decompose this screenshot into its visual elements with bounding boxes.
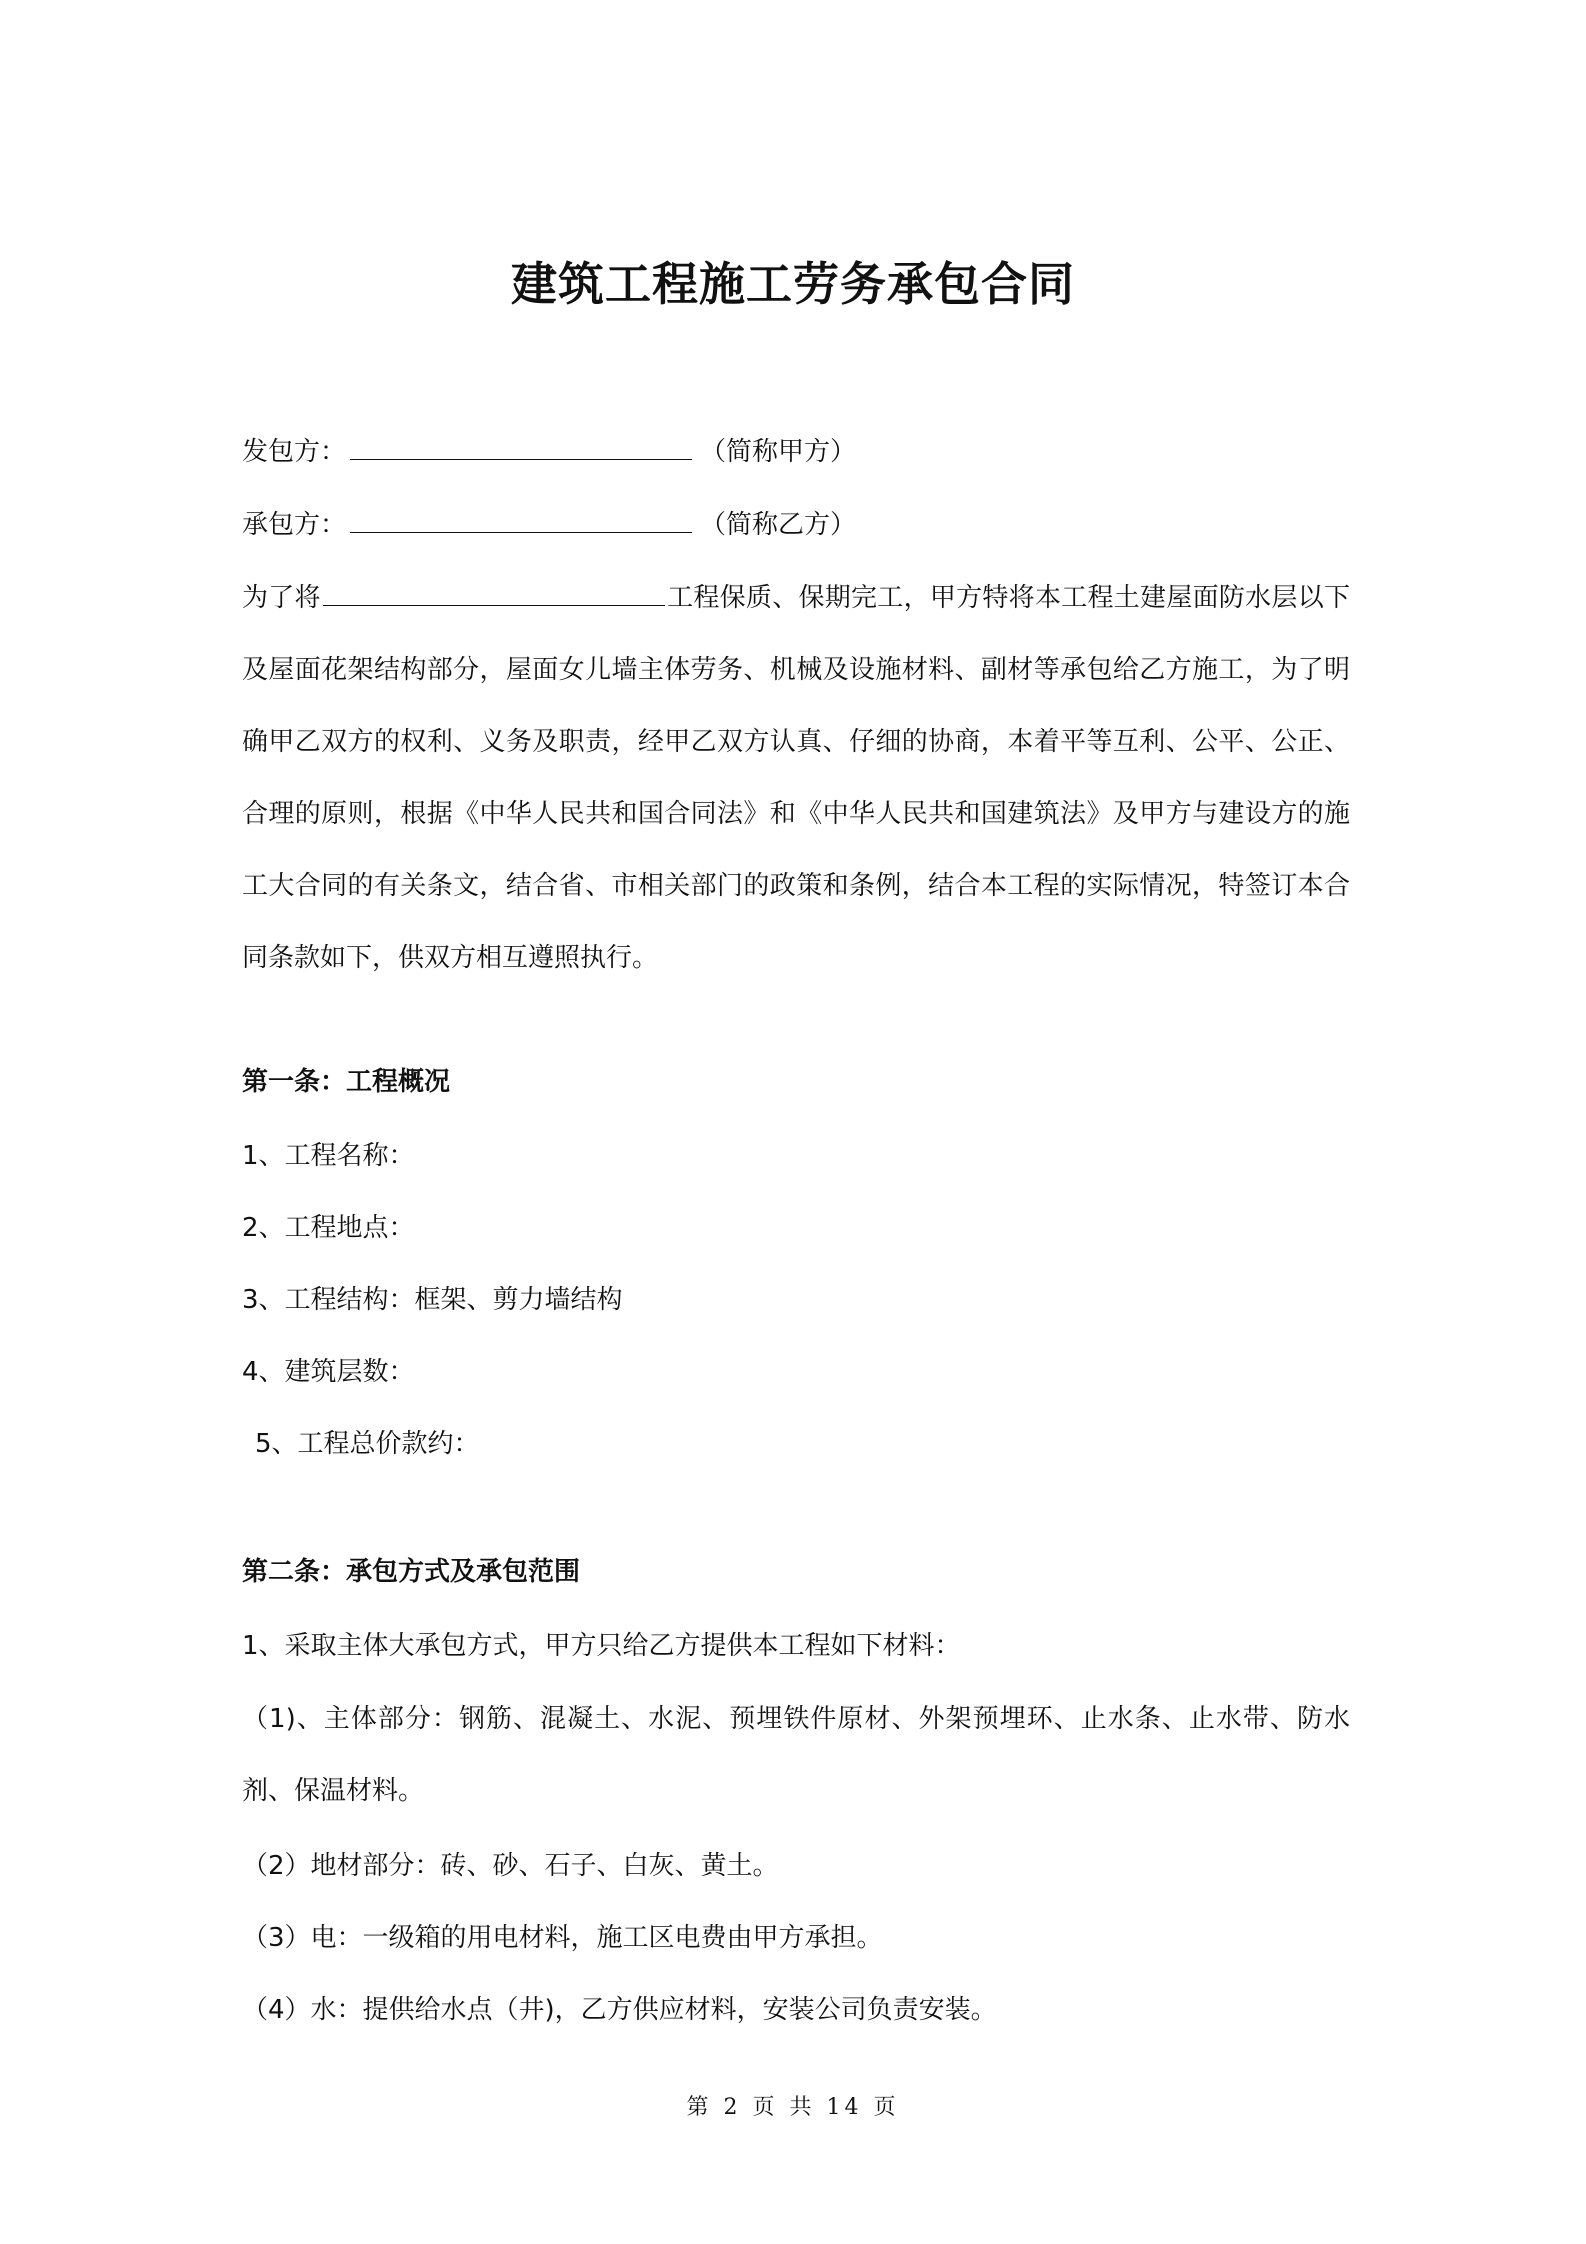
article2-item-1: 1、采取主体大承包方式，甲方只给乙方提供本工程如下材料： [242, 1631, 961, 1661]
article2-heading: 第二条：承包方式及承包范围 [242, 1557, 581, 1587]
party-b-suffix: （简称乙方） [700, 510, 857, 540]
party-a-suffix: （简称甲方） [700, 437, 857, 467]
party-b-blank [350, 506, 692, 533]
article1-item-3: 3、工程结构：框架、剪力墙结构 [242, 1285, 623, 1315]
article2-sub-3: （3）电：一级箱的用电材料，施工区电费由甲方承担。 [242, 1923, 883, 1953]
party-b-line [242, 506, 856, 542]
party-a-blank [350, 433, 692, 460]
article1-item-5: 5、工程总价款约： [255, 1429, 480, 1459]
page-title: 建筑工程施工劳务承包合同 [511, 257, 1075, 311]
article2-sub-2: （2）地材部分：砖、砂、石子、白灰、黄土。 [242, 1851, 779, 1881]
article1-item-1: 1、工程名称： [242, 1141, 415, 1171]
article1-item-4: 4、建筑层数： [242, 1357, 415, 1387]
article1-item-2: 2、工程地点： [242, 1213, 415, 1243]
party-b-label: 承包方： [242, 510, 347, 540]
page-footer: 第 2 页 共 14 页 [686, 2095, 900, 2120]
party-a-line [242, 433, 856, 469]
intro-prefix: 为了将 [242, 583, 321, 613]
article2-sub-1: （1)、主体部分：钢筋、混凝土、水泥、预埋铁件原材、外架预埋环、止水条、止水带、防水剂、保温材料。 [242, 1704, 1350, 1806]
article1-heading: 第一条：工程概况 [242, 1067, 451, 1097]
project-name-blank [323, 579, 665, 606]
party-a-label: 发包方： [242, 437, 347, 467]
article2-sub-4: （4）水：提供给水点（井)，乙方供应材料，安装公司负责安装。 [242, 1995, 997, 2025]
intro-paragraph [242, 562, 1350, 994]
intro-text: 工程保质、保期完工，甲方特将本工程土建屋面防水层以下及屋面花架结构部分，屋面女儿墙主体劳务、机械及设施材料、副材等承包给乙方施工，为了明确甲乙双方的权利、义务及职责，经甲乙双方认真、仔细的协商，本着平等互利、公平、公正、合理的原则，根据《中华人民共和国合同法》和《中华人民共和国建筑法》及甲方与建设方的施工大合同的有关条文，结合省、市相关部门的政策和条例，结合本工程的实际情况，特签订本合同条款如下，供双方相互遵照执行。 [242, 583, 1350, 973]
